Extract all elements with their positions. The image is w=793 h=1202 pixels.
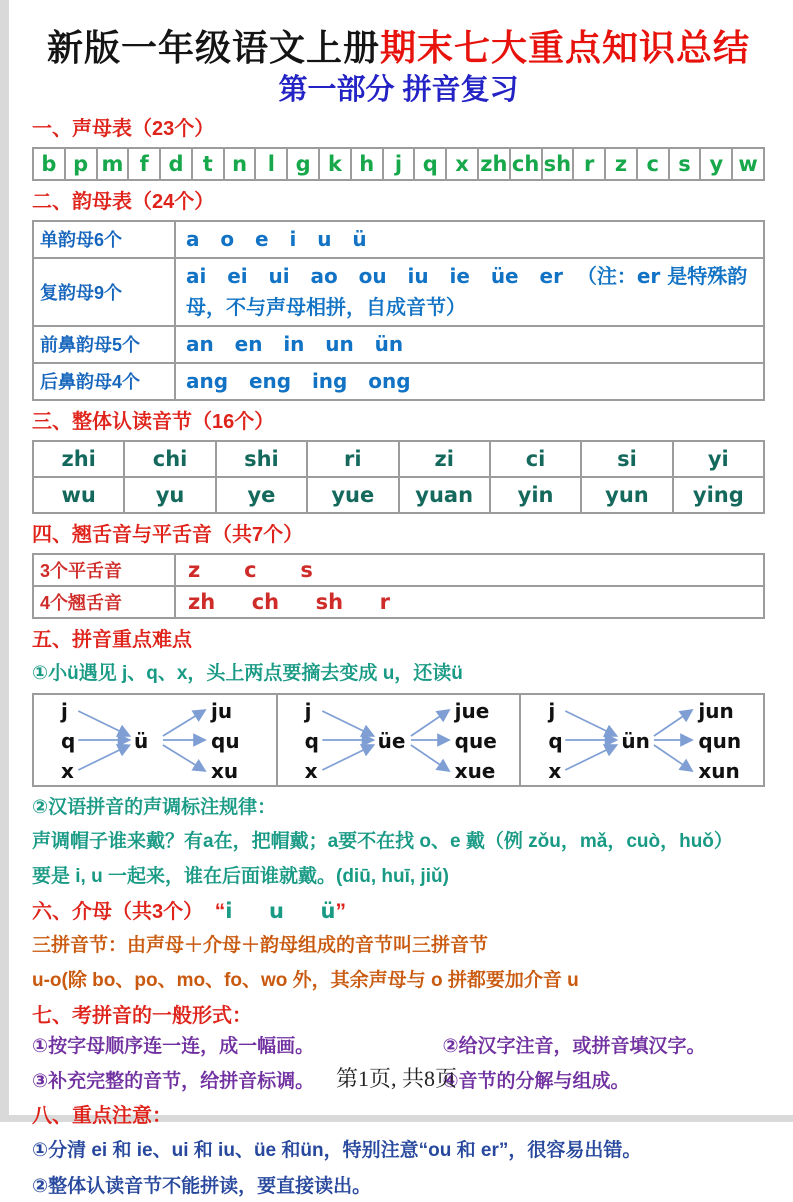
row-label: 单韵母6个: [33, 221, 175, 258]
vowels-table: [32, 220, 765, 401]
initial-cell: x: [446, 148, 478, 180]
u-o-rule-note: u-o(除 bo、po、mo、fo、wo 外，其余声母与 o 拼都要加介音 u: [32, 970, 579, 992]
initial-cell: j: [383, 148, 415, 180]
initial-cell: ch: [510, 148, 542, 180]
diagram-result: que: [454, 728, 497, 753]
quote-open: “: [203, 900, 226, 924]
page-subtitle: 第一部分 拼音复习: [278, 74, 519, 107]
tone-rule-line-1: 声调帽子谁来戴？有a在，把帽戴；a要不在找 o、e 戴（例 zǒu，mǎ，cuò，huǒ）: [32, 831, 733, 853]
diagram-initial: j: [548, 698, 556, 723]
table-row: [33, 363, 764, 400]
row-value: an en in un ün: [175, 326, 764, 363]
heading-whole-syllables: 三、整体认读音节（16个）: [32, 410, 275, 433]
diagram-result: ju: [211, 698, 233, 723]
diagram-result: xun: [698, 758, 740, 783]
diagram-initial: j: [61, 698, 68, 723]
diagram-panel-ue: [278, 695, 522, 785]
table-row: [33, 554, 764, 586]
table-row: [33, 258, 764, 326]
syllable-cell: yuan: [399, 477, 490, 513]
initial-cell: k: [319, 148, 351, 180]
tongue-sounds-table: [32, 553, 765, 619]
syllable-cell: ying: [673, 477, 764, 513]
title-part-black: 新版一年级语文上册: [46, 27, 380, 68]
diagram-initial: j: [304, 698, 312, 723]
initial-cell: sh: [542, 148, 574, 180]
row-value: z c s: [175, 554, 764, 586]
syllable-cell: chi: [124, 441, 215, 477]
row-label: 4个翘舌音: [33, 586, 175, 618]
important-note-item: ①分清 ei 和 ie、ui 和 iu、üe 和ün，特别注意“ou 和 er”，很容易出错。: [32, 1139, 642, 1161]
diagram-result: xu: [211, 758, 239, 783]
heading-key-points: 五、拼音重点难点: [32, 628, 192, 651]
syllable-cell: ci: [490, 441, 581, 477]
table-row: [33, 221, 764, 258]
initial-cell: b: [33, 148, 65, 180]
initial-cell: d: [160, 148, 192, 180]
diagram-initial: x: [548, 758, 562, 783]
exam-form-item: ④音节的分解与组成。: [442, 1071, 630, 1093]
row-value: ang eng ing ong: [175, 363, 764, 400]
syllable-cell: zhi: [33, 441, 124, 477]
medials-heading-text: 六、介母（共3个）: [32, 901, 204, 924]
medial-letters: i u ü: [225, 899, 336, 924]
diagram-panel-u: [34, 695, 278, 785]
syllable-cell: si: [581, 441, 672, 477]
u-umlaut-rule-note: ①小ü遇见 j、q、x，头上两点要摘去变成 u，还读ü: [32, 662, 463, 684]
diagram-result: qu: [211, 728, 240, 753]
diagram-result: qun: [698, 728, 742, 753]
diagram-center: üe: [377, 728, 406, 753]
heading-medials: [32, 898, 765, 925]
diagram-panel-un: [521, 695, 763, 785]
heading-initials: 一、声母表（23个）: [32, 117, 215, 140]
jqx-umlaut-diagram: [32, 693, 765, 787]
initial-cell: h: [351, 148, 383, 180]
syllable-cell: ye: [216, 477, 307, 513]
diagram-result: xue: [454, 758, 496, 783]
initial-cell: y: [700, 148, 732, 180]
syllable-cell: shi: [216, 441, 307, 477]
syllable-cell: zi: [399, 441, 490, 477]
table-row: [33, 586, 764, 618]
diagram-initial: q: [61, 728, 76, 753]
table-row: [33, 148, 764, 180]
syllable-cell: yue: [307, 477, 398, 513]
diagram-initial: q: [304, 728, 319, 753]
initial-cell: s: [669, 148, 701, 180]
page-number: 第1页, 共8页: [335, 1066, 457, 1091]
row-value: zh ch sh r: [175, 586, 764, 618]
initial-cell: w: [732, 148, 764, 180]
diagram-result: jun: [698, 698, 734, 723]
diagram-result: jue: [454, 698, 490, 723]
initial-cell: zh: [478, 148, 510, 180]
syllable-cell: ri: [307, 441, 398, 477]
initial-cell: m: [97, 148, 129, 180]
row-label: 复韵母9个: [33, 258, 175, 326]
exam-form-item: ③补充完整的音节，给拼音标调。: [32, 1071, 315, 1093]
syllable-cell: wu: [33, 477, 124, 513]
diagram-center: ü: [134, 728, 149, 753]
diagram-center: ün: [621, 728, 650, 753]
diagram-initial: q: [548, 728, 563, 753]
initial-cell: l: [255, 148, 287, 180]
tone-rule-title: ②汉语拼音的声调标注规律：: [32, 796, 277, 818]
syllable-cell: yin: [490, 477, 581, 513]
heading-vowels: 二、韵母表（24个）: [32, 190, 215, 213]
table-row: [33, 441, 764, 477]
diagram-initial: x: [304, 758, 318, 783]
row-value: ai ei ui ao ou iu ie üe er （注：er 是特殊韵母，不与声母相拼，自成音节）: [175, 258, 764, 326]
initial-cell: q: [414, 148, 446, 180]
initial-cell: f: [128, 148, 160, 180]
three-pinyin-syllable-note: 三拼音节：由声母＋介母＋韵母组成的音节叫三拼音节: [32, 935, 489, 957]
important-note-item: ②整体认读音节不能拼读，要直接读出。: [32, 1176, 372, 1198]
initial-cell: z: [605, 148, 637, 180]
row-value: a o e i u ü: [175, 221, 764, 258]
initials-table: [32, 147, 765, 181]
heading-tongue-sounds: 四、翘舌音与平舌音（共7个）: [32, 523, 304, 546]
syllable-cell: yun: [581, 477, 672, 513]
whole-syllables-table: [32, 440, 765, 514]
initial-cell: n: [224, 148, 256, 180]
table-row: [33, 326, 764, 363]
title-part-red: 期末七大重点知识总结: [380, 27, 751, 68]
syllable-cell: yu: [124, 477, 215, 513]
heading-important-notes: 八、重点注意：: [32, 1104, 172, 1127]
table-row: [33, 477, 764, 513]
diagram-initial: x: [61, 758, 74, 783]
exam-form-item: ②给汉字注音，或拼音填汉字。: [442, 1035, 706, 1057]
initial-cell: p: [65, 148, 97, 180]
exam-form-item: ①按字母顺序连一连，成一幅画。: [32, 1035, 315, 1057]
heading-exam-forms: 七、考拼音的一般形式：: [32, 1004, 252, 1027]
initial-cell: r: [573, 148, 605, 180]
quote-close: ”: [335, 900, 347, 924]
syllable-cell: yi: [673, 441, 764, 477]
tone-rule-line-2: 要是 i, u 一起来，谁在后面谁就戴。(diū, huī, jiǔ): [32, 865, 449, 887]
row-label: 前鼻韵母5个: [33, 326, 175, 363]
initial-cell: t: [192, 148, 224, 180]
initial-cell: c: [637, 148, 669, 180]
initial-cell: g: [287, 148, 319, 180]
row-label: 后鼻韵母4个: [33, 363, 175, 400]
page-title: [32, 26, 765, 69]
row-label: 3个平舌音: [33, 554, 175, 586]
